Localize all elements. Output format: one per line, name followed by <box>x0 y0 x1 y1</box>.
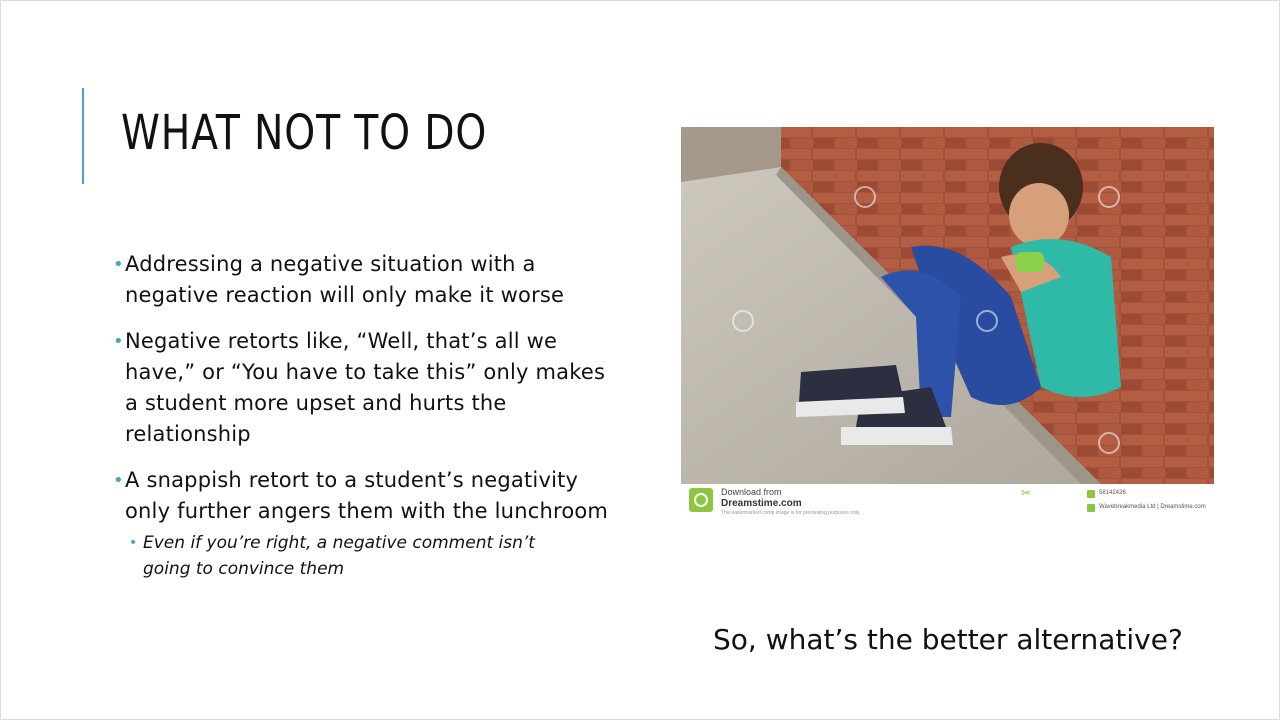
bullet-dot-icon: • <box>113 470 124 491</box>
scissors-icon: ✂ <box>1021 486 1032 500</box>
watermark-download-label: Download from <box>721 487 782 497</box>
photo-sad-boy <box>681 127 1214 484</box>
sub-bullet-item <box>115 530 583 582</box>
bullet-dot-icon: • <box>113 254 124 275</box>
photo-illustration <box>681 127 1214 484</box>
bullet-text: Negative retorts like, “Well, that’s all we have,” or “You have to take this” only makes a student more upset and hurts the relationship <box>125 329 606 446</box>
bullet-text: Addressing a negative situation with a negative reaction will only make it worse <box>125 252 565 307</box>
watermark-credit: Wavebreakmedia Ltd | Dreamstime.com <box>1099 504 1206 510</box>
bullet-item <box>115 465 615 527</box>
bullet-dot-icon: • <box>113 331 124 352</box>
title-accent-bar <box>82 88 84 184</box>
watermark-site: Dreamstime.com <box>721 498 802 509</box>
bullet-text: A snappish retort to a student’s negativity only further angers them with the lunchroom <box>125 468 609 523</box>
credit-badge-icon <box>1087 504 1095 512</box>
watermark-strip <box>681 484 1214 520</box>
bullet-item <box>115 326 615 450</box>
bullet-list <box>115 249 615 582</box>
sub-bullet-dot-icon: • <box>129 535 138 551</box>
sub-bullet-text: Even if you’re right, a negative comment isn’t going to convince them <box>143 533 535 579</box>
closing-question: So, what’s the better alternative? <box>713 623 1183 656</box>
id-badge-icon <box>1087 490 1095 498</box>
watermark-small-print: This watermarked comp image is for previewing purposes only. <box>721 510 861 516</box>
bullet-item <box>115 249 615 311</box>
slide-title: WHAT NOT TO DO <box>121 105 488 161</box>
watermark-image-id: 58142426 <box>1099 490 1126 496</box>
dreamstime-logo-icon <box>689 488 713 512</box>
